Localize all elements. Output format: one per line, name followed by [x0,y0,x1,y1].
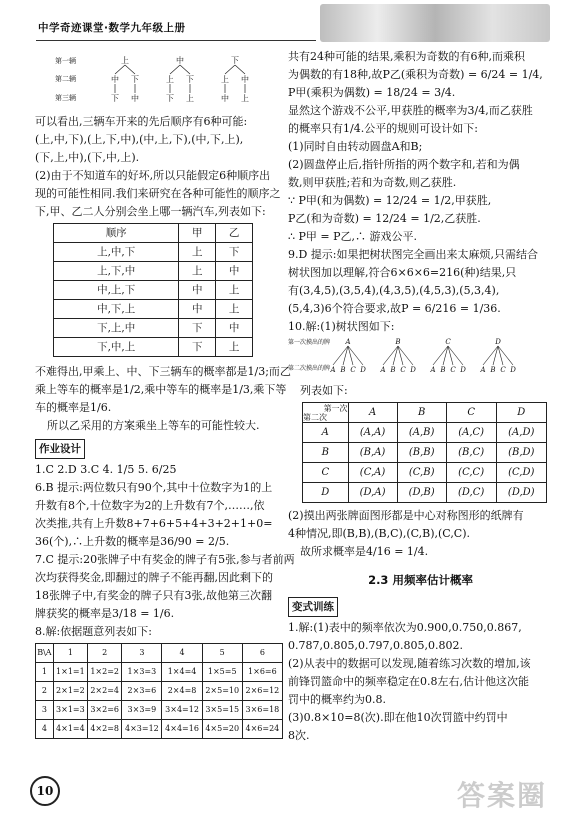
text-line: 不难得出,甲乘上、中、下三辆车的概率都是1/3;而乙 [35,365,291,378]
table-cell: (A,C) [446,423,496,443]
answer-line: 次类推,共有上升数8+7+6+5+4+3+2+1+0= [35,517,273,530]
answer-line: 树状图加以理解,符合6×6×6=216(种)结果,只 [288,266,517,279]
text-line: 共有24种可能的结果,乘积为奇数的有6种,而乘积 [288,50,525,63]
text-line: 的概率只有1/4.公平的规则可设计如下: [288,122,478,135]
table-cell: (D,A) [348,483,397,503]
svg-text:第二辆: 第二辆 [55,75,76,83]
table-cell: 下,中,上 [54,338,179,357]
table-cell: 2 [36,682,54,701]
tree-node: B [395,338,401,346]
table-cell: 4×2=8 [88,720,122,739]
tree-node: 中 [131,94,139,103]
text-line: (下,上,中),(下,中,上). [35,151,140,164]
table-header: 6 [242,644,282,663]
table-cell: (D,C) [446,483,496,503]
answer-line: 1.解:(1)表中的频率依次为0.900,0.750,0.867, [288,621,522,634]
text-line: 车的概率是1/6. [35,401,112,414]
text-line: 4种情况,即(B,B),(B,C),(C,B),(C,C). [288,527,471,540]
table-header: C [446,403,496,423]
table-cell: 4 [36,720,54,739]
table-header: 1 [53,644,87,663]
table-header: B [397,403,446,423]
table-cell: (A,D) [496,423,546,443]
tree-node: 上 [186,94,194,103]
tree-node: C [500,366,506,374]
tree-node: 下 [111,94,119,103]
answer-line: 7.C 提示:20张牌子中有奖金的牌子有5张,参与者前两 [35,553,295,566]
table-cell: 1×5=5 [202,663,242,682]
tree-node: D [495,338,501,346]
table-cell: (C,A) [348,463,397,483]
text-line: (2)圆盘停止后,指针所指的两个数字和,若和为偶 [288,158,520,171]
table-cell: 2×2=4 [88,682,122,701]
table-cell: 中 [216,262,253,281]
table-cell: 下 [216,243,253,262]
tree-branch [180,65,190,74]
table-cell: 2×4=8 [162,682,202,701]
table-row [36,682,283,701]
header-banner-image [320,4,550,42]
table-row [54,243,253,262]
tree-node: A [345,338,351,346]
table-cell: 3×5=15 [202,701,242,720]
table-cell: 3 [36,701,54,720]
table-cell: 3×3=9 [122,701,162,720]
tree-node: 上 [221,75,229,84]
table-row [303,483,547,503]
table-cell: 3×1=3 [53,701,87,720]
answer-line: 1.C 2.D 3.C 4. 1/5 5. 6/25 [35,463,177,476]
tree-node: D [460,366,466,374]
table-cell: D [303,483,349,503]
tree-diagram-cards [288,336,533,376]
text-line: 显然这个游戏不公平,甲获胜的概率为3/4,而乙获胜 [288,104,533,117]
table-cell: 上 [179,262,216,281]
svg-text:第一次摸出的牌: 第一次摸出的牌 [288,339,331,346]
corner-label: 第一次 [323,403,348,413]
table-cell: (C,B) [397,463,446,483]
answer-line: 6.B 提示:两位数只有90个,其中十位数字为1的上 [35,481,273,494]
table-cell: (B,A) [348,443,397,463]
tree-node: 上 [121,56,129,65]
answer-line: (5,4,3)6个符合要求,故P = 6/216 = 1/36. [288,302,501,315]
tree-node: D [410,366,416,374]
table-cell: 下 [179,338,216,357]
table-row [303,463,547,483]
answer-line: 次均获得奖金,即翻过的牌子不能再翻,因此剩下的 [35,571,273,584]
table-cell: 1×3=3 [122,663,162,682]
tree-branch [235,65,245,74]
text-line: 现的可能性相同.我们来研究在各种可能性的顺序之 [35,187,281,200]
table-cell: 3×6=18 [242,701,282,720]
table-cell: 2×5=10 [202,682,242,701]
table-cell: 1×1=1 [53,663,87,682]
order-table [53,223,253,357]
table-cell: 上 [216,281,253,300]
table-cell: (D,D) [496,483,546,503]
answer-line: 有(3,4,5),(3,5,4),(4,3,5),(4,5,3),(5,3,4), [288,284,500,297]
table-cell: (B,B) [397,443,446,463]
table-cell: 上 [216,300,253,319]
text-line: 故所求概率是4/16 = 1/4. [300,545,429,558]
tree-diagram-cars [55,50,255,105]
tree-node: 中 [176,56,184,65]
tree-branch [225,65,235,74]
tree-node: 中 [241,75,249,84]
table-cell: 1×4=4 [162,663,202,682]
tree-node: B [490,366,496,374]
table-cell: 4×3=12 [122,720,162,739]
table-row [303,423,547,443]
answer-line: 8.解:依据题意列表如下: [35,625,152,638]
text-line: ∵ P甲(和为偶数) = 12/24 = 1/2,甲获胜, [288,194,492,207]
table-row [54,338,253,357]
tree-node: A [480,366,486,374]
table-row [36,663,283,682]
left-column [35,48,300,741]
tree-node: 下 [131,75,139,84]
tree-node: C [450,366,456,374]
table-header: 乙 [216,224,253,243]
table-cell: 下,上,中 [54,319,179,338]
tree-node: 中 [111,75,119,84]
answer-line: 10.解:(1)树状图如下: [288,320,395,333]
table-cell: 中,下,上 [54,300,179,319]
answer-line: (2)从表中的数据可以发现,随着练习次数的增加,该 [288,657,531,670]
tree-node: 上 [241,94,249,103]
answer-line: 18张牌子中,有奖金的牌子只有3张,故他第三次翻 [35,589,272,602]
tree-node: D [360,366,366,374]
text-line: 所以乙采用的方案乘坐上等车的可能性较大. [47,419,260,432]
tree-node: B [340,366,346,374]
table-corner [303,403,349,423]
svg-text:第二次摸出的牌: 第二次摸出的牌 [288,365,331,372]
table-cell: 上 [216,338,253,357]
tree-node: B [440,366,446,374]
answer-line: 36(个),∴上升数的概率是36/90 = 2/5. [35,535,230,548]
tree-node: 上 [166,75,174,84]
table-row [36,720,283,739]
table-cell: (B,C) [446,443,496,463]
corner-label: 第二次 [303,412,327,422]
table-header: 甲 [179,224,216,243]
table-row [54,262,253,281]
tree-branch [125,65,135,74]
answer-line: 罚中的概率约为0.8. [288,693,386,706]
answer-line: 升数有8个,十位数字为2的上升数有7个,……,依 [35,499,265,512]
product-table [35,643,283,739]
table-row [54,281,253,300]
tree-node: 下 [166,94,174,103]
page-number: 10 [30,776,60,806]
corner-label: B [37,648,44,657]
corner-label: A [45,648,52,657]
section-label-homework: 作业设计 [35,439,85,459]
tree-node: A [430,366,436,374]
tree-node: B [390,366,396,374]
tree-node: C [350,366,356,374]
text-line: 乘上等车的概率是1/2,乘中等车的概率是1/3,乘下等 [35,383,287,396]
table-cell: 2×6=12 [242,682,282,701]
table-cell: 2×1=2 [53,682,87,701]
text-line: (2)由于不知道车的好坏,所以只能假定6种顺序出 [35,169,271,182]
table-cell: (D,B) [397,483,446,503]
text-line: (2)摸出两张牌面图形都是中心对称图形的纸牌有 [288,509,524,522]
header-rule [36,40,316,41]
table-cell: 4×1=4 [53,720,87,739]
tree-node: A [330,366,336,374]
tree-node: 中 [221,94,229,103]
text-line: 为偶数的有18种,故P乙(乘积为奇数) = 6/24 = 1/4, [288,68,543,81]
answer-line: 9.D 提示:如果把树状图完全画出来太麻烦,只需结合 [288,248,539,261]
table-cell: (A,B) [397,423,446,443]
table-cell: 中 [179,300,216,319]
answer-line: 牌获奖的概率是3/18 = 1/6. [35,607,175,620]
watermark-logo: 答案圈 [456,779,547,812]
table-cell: 4×4=16 [162,720,202,739]
text-line: (上,中,下),(上,下,中),(中,上,下),(中,下,上), [35,133,244,146]
tree-node: A [380,366,386,374]
table-cell: 3×2=6 [88,701,122,720]
table-cell: 中 [179,281,216,300]
card-table [302,402,547,503]
text-line: P甲(乘积为偶数) = 18/24 = 3/4. [288,86,456,99]
text-line: 数,则甲获胜;若和为奇数,则乙获胜. [288,176,457,189]
table-cell: 下 [179,319,216,338]
tree-branch [115,65,125,74]
tree-branch [170,65,180,74]
table-cell: 4×5=20 [202,720,242,739]
table-cell: (A,A) [348,423,397,443]
page-header [0,0,563,44]
svg-text:第一辆: 第一辆 [55,57,76,65]
table-cell: 2×3=6 [122,682,162,701]
text-line: 可以看出,三辆车开来的先后顺序有6种可能: [35,115,248,128]
tree-node: D [510,366,516,374]
table-header: 4 [162,644,202,663]
answer-line: (3)0.8×10=8(次).即在他10次罚篮中约罚中 [288,711,508,724]
section-title: 2.3 用频率估计概率 [368,573,473,587]
tree-node: 下 [231,56,239,65]
table-cell: 1 [36,663,54,682]
table-cell: 上 [179,243,216,262]
tree-node: C [445,338,451,346]
answer-line: 前锋罚篮命中的频率稳定在0.8左右,估计他这次能 [288,675,529,688]
table-header: 顺序 [54,224,179,243]
right-column [288,48,553,745]
section-label-variant: 变式训练 [288,597,338,617]
text-line: (1)同时自由转动圆盘A和B; [288,140,423,153]
table-row [54,319,253,338]
table-row [303,443,547,463]
table-cell: 1×2=2 [88,663,122,682]
table-cell: 1×6=6 [242,663,282,682]
table-cell: 上,下,中 [54,262,179,281]
table-cell: (C,C) [446,463,496,483]
answer-line: 8次. [288,729,310,742]
tree-node: 下 [186,75,194,84]
table-cell: (B,D) [496,443,546,463]
table-cell: 中,上,下 [54,281,179,300]
tree-node: C [400,366,406,374]
table-cell: B [303,443,349,463]
table-row [36,701,283,720]
table-cell: 3×4=12 [162,701,202,720]
text-line: 下,甲、乙二人分别会坐上哪一辆汽车,列表如下: [35,205,266,218]
table-header: D [496,403,546,423]
table-cell: 中 [216,319,253,338]
table-header: 3 [122,644,162,663]
table-corner: B\A [36,644,54,663]
table-cell: A [303,423,349,443]
table-cell: 上,中,下 [54,243,179,262]
text-line: 列表如下: [300,384,348,397]
text-line: ∴ P甲 = P乙,∴ 游戏公平. [288,230,417,243]
table-cell: (C,D) [496,463,546,483]
table-header: 5 [202,644,242,663]
table-row [54,300,253,319]
header-title: 中学奇迹课堂·数学九年级上册 [38,22,186,34]
answer-line: 0.787,0.805,0.797,0.805,0.802. [288,639,463,652]
table-header: A [348,403,397,423]
table-header: 2 [88,644,122,663]
text-line: P乙(和为奇数) = 12/24 = 1/2,乙获胜. [288,212,481,225]
svg-text:第三辆: 第三辆 [55,94,76,102]
table-cell: C [303,463,349,483]
table-cell: 4×6=24 [242,720,282,739]
